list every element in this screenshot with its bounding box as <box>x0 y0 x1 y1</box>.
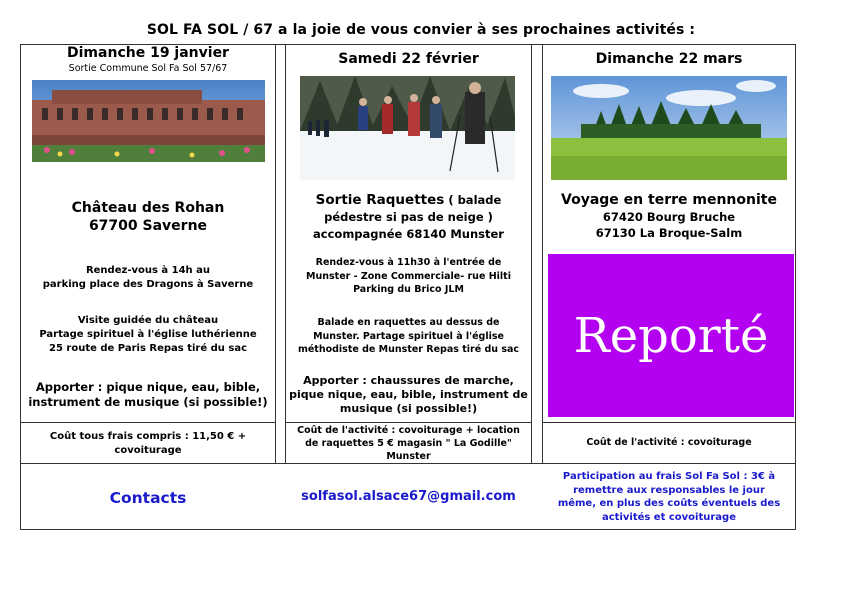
bring-line: Apporter : chaussures de marche, <box>303 374 514 387</box>
row-divider-col3 <box>542 422 796 423</box>
event-postcode: 67420 Bourg Bruche <box>602 210 736 224</box>
bring-line: musique (si possible!) <box>339 402 478 415</box>
cost-line: Coût de l'activité : covoiturage + location <box>297 425 520 436</box>
row-divider-col1 <box>20 422 276 423</box>
participation-line: Participation au frais Sol Fa Sol : 3€ à <box>562 471 776 482</box>
chateau-photo <box>32 80 265 162</box>
participation-line: même, en plus des coûts éventuels des <box>557 498 781 509</box>
program-line: Visite guidée du château <box>77 315 219 326</box>
event-postcode: 67700 Saverne <box>88 218 208 234</box>
contact-email[interactable]: solfasol.alsace67@gmail.com <box>301 489 516 504</box>
cost-line: Coût de l'activité : covoiturage <box>586 437 752 448</box>
postponed-banner <box>548 254 794 417</box>
bring-line: instrument de musique (si possible!) <box>28 395 268 409</box>
event-postcode: accompagnée 68140 Munster <box>313 227 504 241</box>
column-divider-4 <box>542 44 543 464</box>
event-place: Sortie Raquettes <box>315 192 445 208</box>
meeting-line: Munster - Zone Commerciale- rue Hilti <box>306 270 511 282</box>
program-line: Balade en raquettes au dessus de <box>317 317 500 328</box>
event-date: Samedi 22 février <box>338 51 479 67</box>
bring-line: Apporter : pique nique, eau, bible, <box>35 380 261 394</box>
program-line: méthodiste de Munster Repas tiré du sac <box>297 344 520 355</box>
row-divider-col2 <box>285 422 532 423</box>
participation-line: remettre aux responsables le jour <box>573 484 765 496</box>
meeting-line: Parking du Brico JLM <box>353 284 464 295</box>
meeting-line: Rendez-vous à 14h au <box>85 265 211 276</box>
cost-line: de raquettes 5 € magasin " La Godille" <box>305 438 512 449</box>
meadow-photo <box>551 76 787 180</box>
participation-line: activités et covoiturage <box>601 511 736 523</box>
page-title: SOL FA SOL / 67 a la joie de vous convier à ses prochaines activités : <box>146 22 696 38</box>
cost-line: Coût tous frais compris : 11,50 € + <box>49 431 247 442</box>
snowshoe-photo <box>300 76 515 180</box>
program-line: Partage spirituel à l'église luthérienne <box>39 329 257 340</box>
footer-divider <box>20 463 796 464</box>
program-line: 25 route de Paris Repas tiré du sac <box>49 343 247 354</box>
contacts-label: Contacts <box>109 489 187 507</box>
event-subtitle: Sortie Commune Sol Fa Sol 57/67 <box>68 63 228 74</box>
event-place: Château des Rohan <box>71 200 225 216</box>
postponed-label: Reporté <box>573 307 769 364</box>
event-place-note: ( balade <box>444 193 502 207</box>
cost-line: Munster <box>386 451 431 462</box>
event-place-note: pédestre si pas de neige ) <box>324 210 493 224</box>
cost-line: covoiturage <box>114 445 182 456</box>
event-place: Voyage en terre mennonite <box>561 192 777 208</box>
bring-line: pique nique, eau, bible, instrument de <box>289 388 528 401</box>
meeting-line: parking place des Dragons à Saverne <box>42 279 254 290</box>
event-date: Dimanche 22 mars <box>595 51 743 67</box>
event-date: Dimanche 19 janvier <box>67 45 229 61</box>
event-postcode: 67130 La Broque-Salm <box>595 226 743 240</box>
meeting-line: Rendez-vous à 11h30 à l'entrée de <box>315 257 502 268</box>
program-line: Munster. Partage spirituel à l'église <box>313 330 504 342</box>
